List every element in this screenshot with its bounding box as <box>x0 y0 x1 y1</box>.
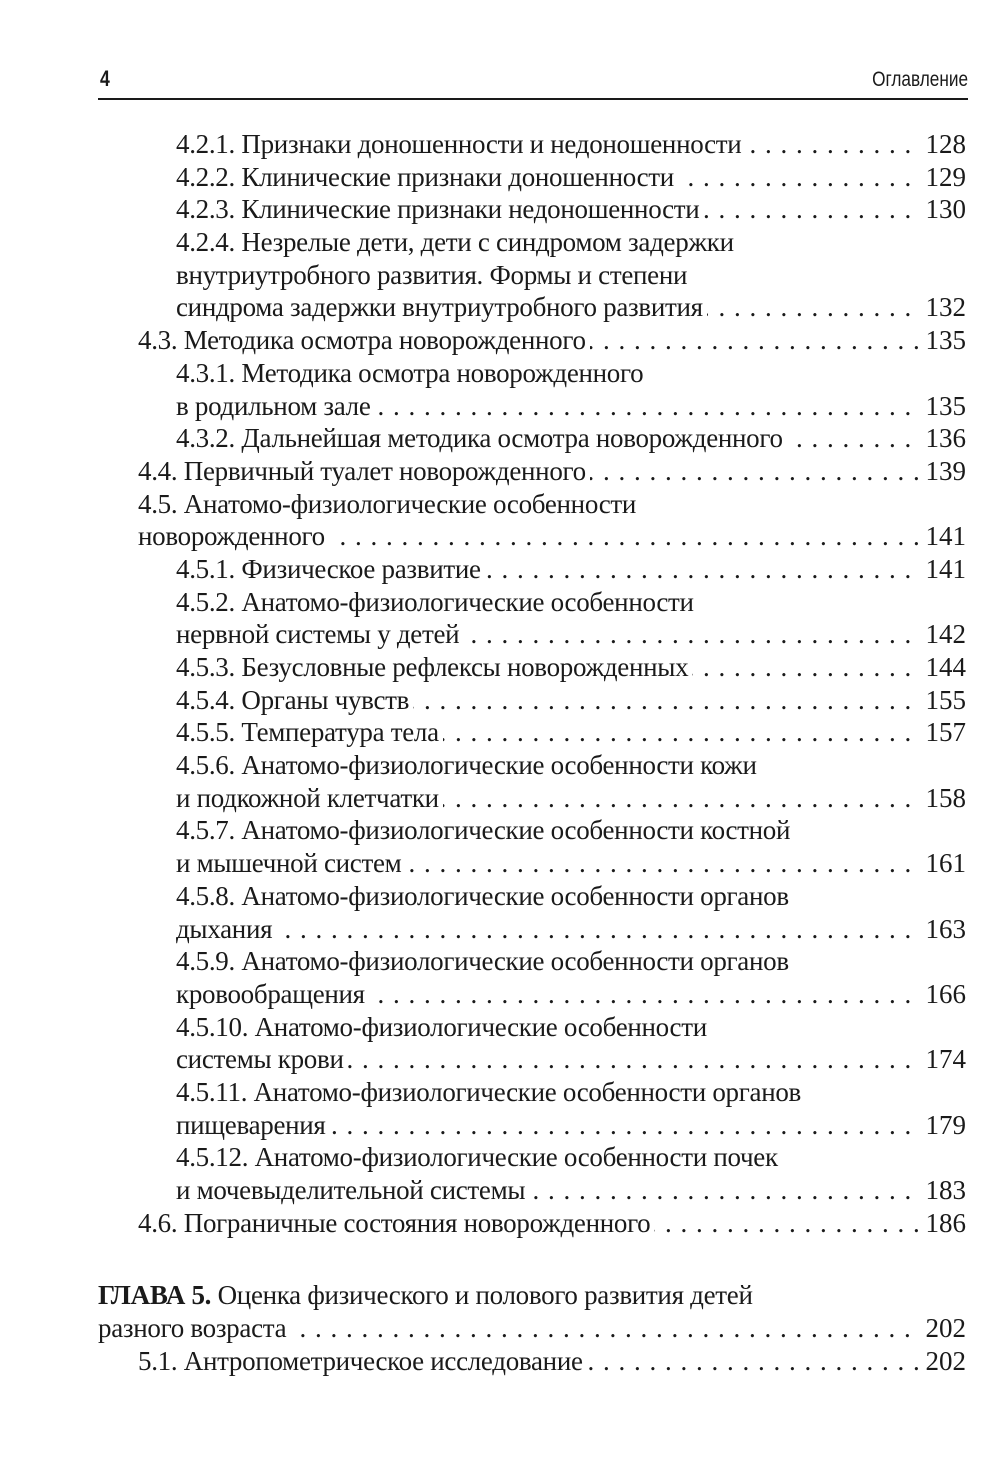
toc-entry <box>0 945 966 1010</box>
toc-entry-line <box>176 193 966 226</box>
toc-entry <box>0 324 966 357</box>
toc-entry-line <box>176 1109 966 1142</box>
toc-page-number: 129 <box>918 161 967 194</box>
toc-entry-title: и мышечной систем <box>176 848 405 878</box>
toc-entry-line <box>176 847 966 880</box>
toc-entry <box>0 193 966 226</box>
toc-page-number: 136 <box>918 422 967 455</box>
toc-entry-line <box>176 226 966 259</box>
toc-page-number: 179 <box>918 1109 967 1142</box>
toc-entry-title: 4.5.7. Анатомо-физиологические особенности костной <box>176 815 794 845</box>
toc-entry-title: 4.5. Анатомо-физиологические особенности <box>138 489 640 519</box>
toc-entry <box>0 455 966 488</box>
toc-entry <box>0 1279 966 1344</box>
toc-entry-title: 4.3. Методика осмотра новорожденного <box>138 325 590 355</box>
toc-entry-title: 4.3.2. Дальнейшая методика осмотра новорожденного <box>176 423 787 453</box>
toc-page-number: 158 <box>918 782 967 815</box>
toc-entry-line <box>138 455 966 488</box>
toc-entry-title: 5.1. Антропометрическое исследование <box>138 1346 587 1376</box>
toc-entry-title: 4.5.8. Анатомо-физиологические особенности органов <box>176 881 793 911</box>
toc-entry-line <box>176 913 966 946</box>
toc-page-number: 161 <box>918 847 967 880</box>
toc-entry-title: 4.5.9. Анатомо-физиологические особенности органов <box>176 946 793 976</box>
toc-entry-line <box>176 1043 966 1076</box>
toc-entry-line <box>176 1076 966 1109</box>
toc-entry <box>0 1076 966 1141</box>
chapter-title: Оценка физического и полового развития детей <box>211 1280 753 1311</box>
toc-entry-line <box>176 586 966 619</box>
toc-entry-title: кровообращения <box>176 979 369 1009</box>
toc-entry-title: 4.5.12. Анатомо-физиологические особенности почек <box>176 1142 782 1172</box>
toc-page-number: 202 <box>918 1345 967 1378</box>
toc-entry-line <box>176 684 966 717</box>
toc-entry <box>0 1141 966 1206</box>
chapter-label: ГЛАВА 5. <box>98 1280 212 1311</box>
toc-entry-title: и мочевыделительной системы <box>176 1175 529 1205</box>
toc-entry-line <box>176 716 966 749</box>
toc-entry-line <box>176 259 966 292</box>
toc-entry-title: и подкожной клетчатки <box>176 783 443 813</box>
toc-entry-title: 4.5.6. Анатомо-физиологические особенности кожи <box>176 750 761 780</box>
toc-entry-line <box>138 520 966 553</box>
toc-entry <box>0 226 966 324</box>
toc-entry-title: 4.2.4. Незрелые дети, дети с синдромом задержки <box>176 227 738 257</box>
toc-page-number: 186 <box>918 1207 967 1240</box>
toc-page-number: 202 <box>918 1312 967 1345</box>
toc-entry-line <box>138 324 966 357</box>
toc-entry-line <box>176 390 966 423</box>
toc-entry <box>0 716 966 749</box>
toc-entry-title: нервной системы у детей <box>176 619 463 649</box>
toc-entry-line <box>176 945 966 978</box>
toc-entry-title: 4.2.2. Клинические признаки доношенности <box>176 162 678 192</box>
toc-page-number: 141 <box>918 553 967 586</box>
toc-entry <box>0 422 966 455</box>
toc-entry-line <box>138 488 966 521</box>
toc-entry-title: внутриутробного развития. Формы и степени <box>176 260 691 290</box>
toc-entry-line <box>176 1011 966 1044</box>
toc-entry <box>0 586 966 651</box>
toc-page-number: 157 <box>918 716 967 749</box>
toc-entry-line <box>176 782 966 815</box>
table-of-contents <box>0 128 1000 1377</box>
toc-entry-line <box>176 553 966 586</box>
toc-page-number: 132 <box>918 291 967 324</box>
toc-entry-title: 4.2.3. Клинические признаки недоношенности <box>176 194 703 224</box>
toc-page-number: 155 <box>918 684 967 717</box>
toc-entry-line <box>98 1279 966 1312</box>
toc-entry-title: новорожденного <box>138 521 329 551</box>
toc-page-number: 166 <box>918 978 967 1011</box>
toc-entry-title: 4.3.1. Методика осмотра новорожденного <box>176 358 647 388</box>
toc-entry-title: синдрома задержки внутриутробного развития <box>176 292 707 322</box>
toc-entry <box>0 161 966 194</box>
toc-entry-line <box>176 161 966 194</box>
toc-entry-line <box>176 1141 966 1174</box>
toc-entry-line <box>176 749 966 782</box>
toc-page-number: 130 <box>918 193 967 226</box>
toc-page-number: 135 <box>918 390 967 423</box>
page-header <box>100 66 968 98</box>
toc-entry-title: 4.2.1. Признаки доношенности и недоношенности <box>176 129 745 159</box>
toc-entry-title: в родильном зале <box>176 391 375 421</box>
toc-entry-title: 4.5.10. Анатомо-физиологические особенности <box>176 1012 711 1042</box>
toc-entry <box>0 488 966 553</box>
toc-entry-title: 4.5.2. Анатомо-физиологические особенности <box>176 587 698 617</box>
toc-page-number: 144 <box>918 651 967 684</box>
toc-entry-title: 4.4. Первичный туалет новорожденного <box>138 456 590 486</box>
toc-entry-title: разного возраста <box>98 1313 290 1343</box>
page-number: 4 <box>100 66 109 91</box>
toc-entry-title: 4.5.4. Органы чувств <box>176 685 413 715</box>
toc-entry-title: 4.5.1. Физическое развитие <box>176 554 485 584</box>
toc-page-number: 142 <box>918 618 967 651</box>
toc-entry-line <box>176 291 966 324</box>
toc-page-number: 141 <box>918 520 967 553</box>
toc-entry-title: 4.5.3. Безусловные рефлексы новорожденных <box>176 652 692 682</box>
toc-entry <box>0 749 966 814</box>
toc-entry-title: системы крови <box>176 1044 348 1074</box>
toc-page-number: 128 <box>918 128 967 161</box>
toc-entry <box>0 651 966 684</box>
toc-entry-line <box>176 1174 966 1207</box>
toc-entry-line <box>176 128 966 161</box>
toc-entry-title: 4.5.11. Анатомо-физиологические особенности органов <box>176 1077 805 1107</box>
toc-entry-line <box>138 1207 966 1240</box>
chapter-spacer <box>0 1239 1000 1279</box>
toc-entry-line <box>176 618 966 651</box>
toc-entry-title: 4.6. Пограничные состояния новорожденного <box>138 1208 654 1238</box>
toc-entry-line <box>176 357 966 390</box>
toc-entry-title: 4.5.5. Температура тела <box>176 717 443 747</box>
toc-page-number: 139 <box>918 455 967 488</box>
toc-entry <box>0 128 966 161</box>
toc-entry <box>0 814 966 879</box>
toc-page-number: 174 <box>918 1043 967 1076</box>
toc-entry-line <box>176 978 966 1011</box>
toc-entry <box>0 684 966 717</box>
toc-entry-title: пищеварения <box>176 1110 330 1140</box>
toc-entry-title: дыхания <box>176 914 276 944</box>
toc-entry-line <box>176 422 966 455</box>
toc-entry <box>0 1011 966 1076</box>
toc-entry <box>0 880 966 945</box>
toc-entry <box>0 357 966 422</box>
toc-entry-title <box>98 1280 757 1310</box>
toc-entry <box>0 553 966 586</box>
toc-page-number: 135 <box>918 324 967 357</box>
toc-entry-line <box>138 1345 966 1378</box>
toc-page-number: 163 <box>918 913 967 946</box>
toc-entry-line <box>176 814 966 847</box>
toc-entry-line <box>176 651 966 684</box>
running-title: Оглавление <box>871 68 968 91</box>
toc-entry-line <box>176 880 966 913</box>
header-rule <box>98 98 968 100</box>
toc-entry-line <box>98 1312 966 1345</box>
toc-page-number: 183 <box>918 1174 967 1207</box>
toc-entry <box>0 1207 966 1240</box>
toc-entry <box>0 1345 966 1378</box>
